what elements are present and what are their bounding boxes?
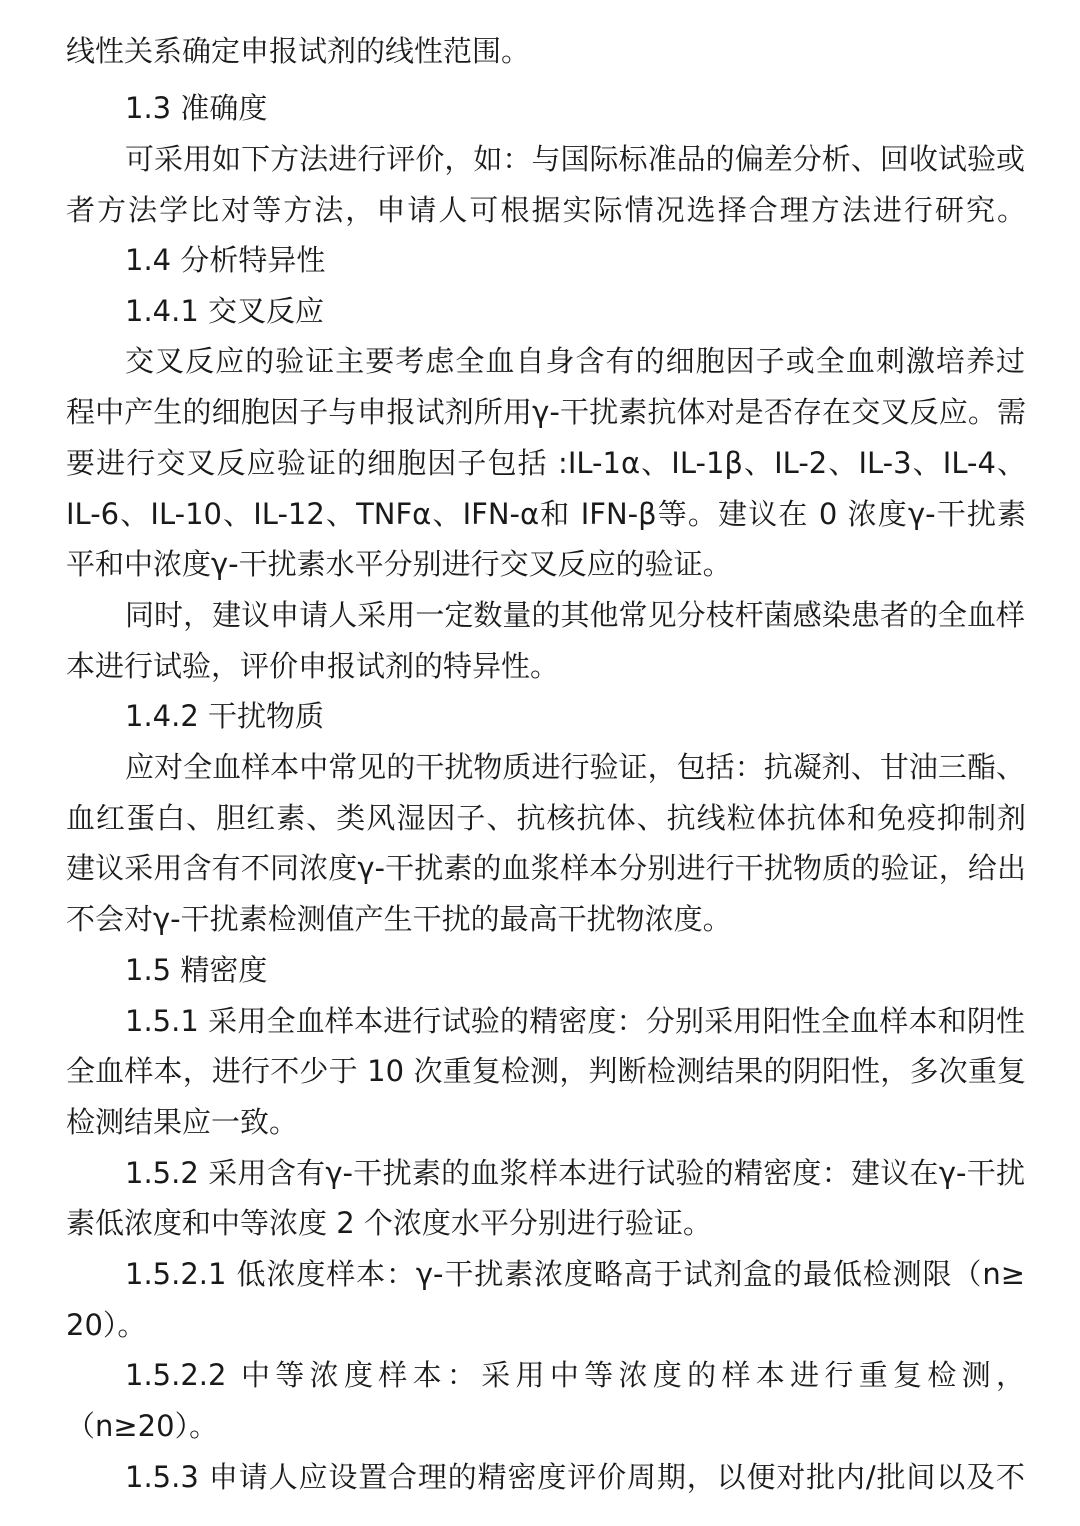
- text-line: 程中产生的细胞因子与申报试剂所用γ-干扰素抗体对是否存在交叉反应。需: [66, 395, 1026, 429]
- text-line: 1.5.2.2 中等浓度样本：采用中等浓度的样本进行重复检测，: [125, 1358, 1025, 1392]
- section-heading: 1.4.2 干扰物质: [125, 699, 325, 733]
- text-line: 可采用如下方法进行评价，如：与国际标准品的偏差分析、回收试验或: [125, 142, 1025, 176]
- text-line: 20）。: [66, 1308, 147, 1342]
- text-line: 线性关系确定申报试剂的线性范围。: [66, 34, 531, 68]
- text-line: 素低浓度和中等浓度 2 个浓度水平分别进行验证。: [66, 1206, 712, 1240]
- section-heading: 1.4.1 交叉反应: [125, 294, 325, 328]
- text-line: 本进行试验，评价申报试剂的特异性。: [66, 649, 560, 683]
- text-line: 交叉反应的验证主要考虑全血自身含有的细胞因子或全血刺激培养过: [125, 344, 1025, 378]
- section-heading: 1.5 精密度: [125, 953, 268, 987]
- section-heading: 1.3 准确度: [125, 91, 268, 125]
- text-line: 检测结果应一致。: [66, 1105, 299, 1139]
- text-line: 建议采用含有不同浓度γ-干扰素的血浆样本分别进行干扰物质的验证，给出: [66, 851, 1026, 885]
- text-line: 1.5.1 采用全血样本进行试验的精密度：分别采用阳性全血样本和阴性: [125, 1004, 1025, 1038]
- text-line: 者方法学比对等方法，申请人可根据实际情况选择合理方法进行研究。: [66, 193, 1026, 227]
- text-line: 平和中浓度γ-干扰素水平分别进行交叉反应的验证。: [66, 547, 732, 581]
- section-heading: 1.4 分析特异性: [125, 243, 326, 277]
- text-line: 同时，建议申请人采用一定数量的其他常见分枝杆菌感染患者的全血样: [125, 598, 1025, 632]
- text-line: 血红蛋白、胆红素、类风湿因子、抗核抗体、抗线粒体抗体和免疫抑制剂: [66, 801, 1026, 835]
- text-line: （n≥20）。: [66, 1409, 219, 1443]
- text-line: 要进行交叉反应验证的细胞因子包括 :IL-1α、IL-1β、IL-2、IL-3、IL-4、: [66, 446, 1026, 480]
- text-line: 全血样本，进行不少于 10 次重复检测，判断检测结果的阴阳性，多次重复: [66, 1054, 1026, 1088]
- text-line: IL-6、IL-10、IL-12、TNFα、IFN-α和 IFN-β等。建议在 0 浓度γ-干扰素: [66, 497, 1026, 531]
- text-line: 应对全血样本中常见的干扰物质进行验证，包括：抗凝剂、甘油三酯、: [125, 750, 1025, 784]
- text-line: 1.5.2.1 低浓度样本：γ-干扰素浓度略高于试剂盒的最低检测限（n≥: [125, 1257, 1025, 1291]
- text-line: 不会对γ-干扰素检测值产生干扰的最高干扰物浓度。: [66, 902, 732, 936]
- text-line: 1.5.3 申请人应设置合理的精密度评价周期，以便对批内/批间以及不: [125, 1460, 1025, 1494]
- text-line: 1.5.2 采用含有γ-干扰素的血浆样本进行试验的精密度：建议在γ-干扰: [125, 1156, 1025, 1190]
